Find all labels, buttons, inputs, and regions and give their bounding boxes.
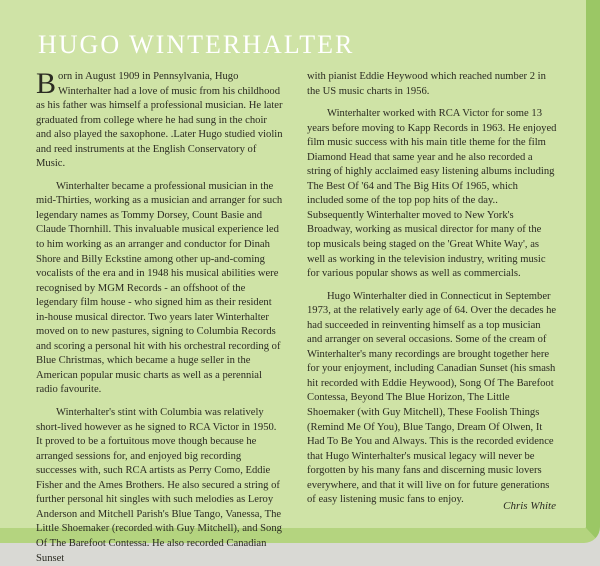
author-signature: Chris White (503, 500, 556, 512)
drop-cap: B (36, 67, 57, 100)
paragraph-6: Hugo Winterhalter died in Connecticut in September 1973, at the relatively early age of 64. Over the decades he had succeeded in reinventing himself as a top musician and arranger on several occasions. Some of the cream of Winterhalter's many recordings are brought together here for your enjoyment, including Canadian Sunset (his smash hit recorded with Eddie Heywood), Song Of The Barefoot Contessa, Beyond The Blue Horizon, The Little Shoemaker (with Guy Mitchell), These Foolish Things (Remind Me Of You), Blue Tango, Dream Of Olwen, It Had To Be You and Always. This is the recorded evidence that Hugo Winterhalter's musical legacy will never be forgotten by his many fans and discerning music lovers everywhere, and that it will live on for future generations of easy listening music fans to enjoy. (307, 290, 557, 506)
page-title: HUGO WINTERHALTER (38, 30, 355, 59)
paragraph-5: Winterhalter worked with RCA Victor for some 13 years before moving to Kapp Records in 1963. He enjoyed film music success with his main title theme for the film Diamond Head that same year and he also recorded a string of highly acclaimed easy listening albums including The Best Of '64 and The Big Hits Of 1965, which included some of the top pop hits of the day.. Subsequently Winterhalter moved to New York's Broadway, working as musical director for many of the top musicals being staged on the 'Great White Way', as well as working in the television industry, writing music for various popular shows as well as commercials. (307, 108, 557, 280)
left-column (36, 67, 284, 566)
paragraph-3: Winterhalter's stint with Columbia was relatively short-lived however as he signed to RCA Victor in 1950. It proved to be a fortuitous move though because he arranged sessions for, and enjoyed big recording successes with, such RCA artists as Perry Como, Eddie Fisher and the Ames Brothers. He also secured a string of further personal hit singles with such melodies as Leroy Anderson and Mitchell Parish's Blue Tango, Vanessa, The Little Shoemaker (recorded with Guy Mitchell), and Song Of The Barefoot Contessa. He also recorded Canadian Sunset (36, 407, 282, 564)
right-column (307, 70, 557, 508)
paragraph-2: Winterhalter became a professional musician in the mid-Thirties, working as a musician and arranger for such legendary names as Tommy Dorsey, Count Basie and Claude Thornhill. This invaluable musical experience led to him working as an arranger and conductor for Dinah Shore and Billy Eckstine among other up-and-coming vocalists of the era and in 1948 his musical abilities were recognised by MGM Records - an offshoot of the legendary film house - who signed him as their resident in-house musical director. Two years later Winterhalter moved on to new pastures, signing to Columbia Records and scoring a personal hit with his orchestral recording of Blue Christmas, which became a huge seller in the American popular music charts as well as a perennial radio favourite. (36, 180, 283, 396)
paragraph-1-text: orn in August 1909 in Pennsylvania, Hugo Winterhalter had a love of music from his childhood as his father was himself a professional musician. He later graduated from college where he had sung in the choir and also played the saxophone. .Later Hugo studied violin and reed instruments at the English Conservatory of Music. (36, 71, 283, 170)
paragraph-4: with pianist Eddie Heywood which reached number 2 in the US music charts in 1956. (307, 71, 546, 97)
paragraph-1 (36, 67, 284, 172)
